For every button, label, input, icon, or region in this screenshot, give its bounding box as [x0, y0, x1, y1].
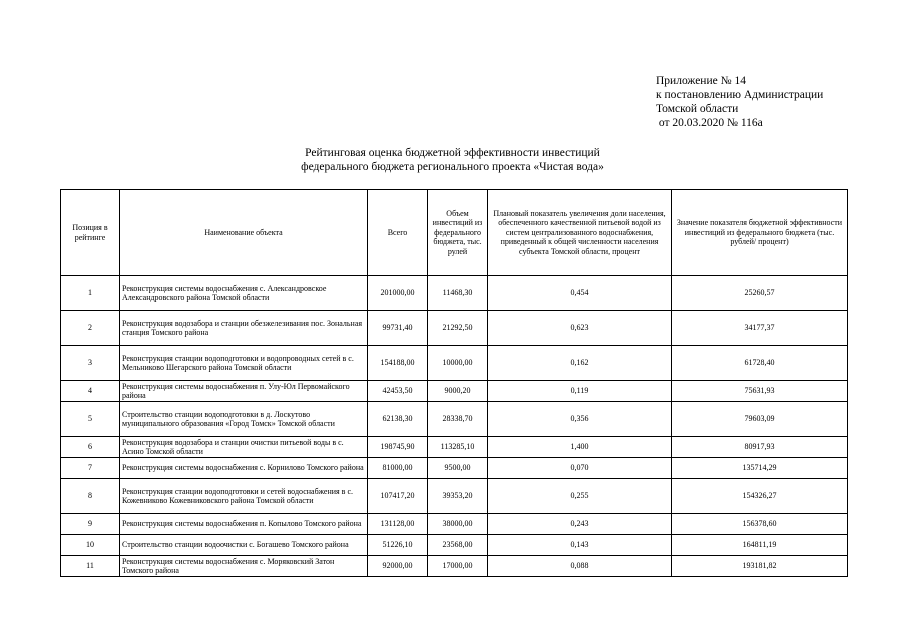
cell-federal: 17000,00 [428, 556, 488, 577]
cell-efficiency: 156378,60 [672, 514, 848, 535]
cell-indicator: 0,088 [488, 556, 672, 577]
cell-federal: 113285,10 [428, 437, 488, 458]
table-row [61, 535, 848, 556]
table-row [61, 276, 848, 311]
cell-position: 8 [61, 479, 120, 514]
rating-table [60, 189, 848, 577]
cell-efficiency: 80917,93 [672, 437, 848, 458]
cell-position: 7 [61, 458, 120, 479]
cell-federal: 39353,20 [428, 479, 488, 514]
cell-federal: 11468,30 [428, 276, 488, 311]
table-row [61, 346, 848, 381]
cell-name: Реконструкция системы водоснабжения п. Копылово Томского района [120, 514, 368, 535]
cell-name: Строительство станции водоподготовки в д. Лоскутово муниципального образования «Город Томск» Томской области [120, 402, 368, 437]
cell-indicator: 0,070 [488, 458, 672, 479]
header-total: Всего [368, 190, 428, 276]
table-row [61, 556, 848, 577]
table-row [61, 458, 848, 479]
header-name: Наименование объекта [120, 190, 368, 276]
document-title [0, 146, 905, 174]
cell-efficiency: 75631,93 [672, 381, 848, 402]
table-row [61, 514, 848, 535]
header-position: Позиция в рейтинге [61, 190, 120, 276]
cell-federal: 28338,70 [428, 402, 488, 437]
cell-indicator: 0,454 [488, 276, 672, 311]
appendix-block [656, 74, 823, 130]
cell-efficiency: 164811,19 [672, 535, 848, 556]
cell-indicator: 0,119 [488, 381, 672, 402]
cell-indicator: 0,243 [488, 514, 672, 535]
cell-name: Строительство станции водоочистки с. Богашево Томского района [120, 535, 368, 556]
cell-indicator: 0,356 [488, 402, 672, 437]
header-efficiency: Значение показателя бюджетной эффективности инвестиций из федерального бюджета (тыс. рублей/ процент) [672, 190, 848, 276]
cell-total: 51226,10 [368, 535, 428, 556]
cell-efficiency: 61728,40 [672, 346, 848, 381]
table-row [61, 381, 848, 402]
header-indicator: Плановый показатель увеличения доли населения, обеспеченного качественной питьевой водой из систем централизованного водоснабжения, приведенный к общей численности населения субъекта Томской области, процент [488, 190, 672, 276]
cell-position: 5 [61, 402, 120, 437]
cell-total: 62138,30 [368, 402, 428, 437]
cell-position: 10 [61, 535, 120, 556]
cell-total: 198745,90 [368, 437, 428, 458]
cell-efficiency: 193181,82 [672, 556, 848, 577]
table-header-row [61, 190, 848, 276]
cell-position: 9 [61, 514, 120, 535]
cell-efficiency: 25260,57 [672, 276, 848, 311]
appendix-line: Приложение № 14 [656, 75, 746, 87]
cell-federal: 9000,20 [428, 381, 488, 402]
cell-indicator: 0,623 [488, 311, 672, 346]
cell-federal: 38000,00 [428, 514, 488, 535]
table-row [61, 311, 848, 346]
cell-name: Реконструкция системы водоснабжения с. Моряковский Затон Томского района [120, 556, 368, 577]
table-row [61, 479, 848, 514]
cell-position: 11 [61, 556, 120, 577]
table-row [61, 437, 848, 458]
header-federal: Объем инвестиций из федерального бюджета, тыс. рулей [428, 190, 488, 276]
cell-indicator: 0,255 [488, 479, 672, 514]
cell-position: 4 [61, 381, 120, 402]
title-line: Рейтинговая оценка бюджетной эффективности инвестиций [305, 147, 600, 159]
cell-total: 92000,00 [368, 556, 428, 577]
cell-name: Реконструкция водозабора и станции обезжелезивания пос. Зональная станция Томского района [120, 311, 368, 346]
cell-indicator: 0,143 [488, 535, 672, 556]
cell-indicator: 1,400 [488, 437, 672, 458]
cell-position: 1 [61, 276, 120, 311]
cell-federal: 10000,00 [428, 346, 488, 381]
cell-total: 81000,00 [368, 458, 428, 479]
cell-total: 99731,40 [368, 311, 428, 346]
table-row [61, 402, 848, 437]
cell-name: Реконструкция станции водоподготовки и водопроводных сетей в с. Мельниково Шегарского района Томской области [120, 346, 368, 381]
cell-efficiency: 34177,37 [672, 311, 848, 346]
cell-total: 131128,00 [368, 514, 428, 535]
cell-name: Реконструкция системы водоснабжения п. Улу-Юл Первомайского района [120, 381, 368, 402]
cell-name: Реконструкция водозабора и станции очистки питьевой воды в с. Асино Томской области [120, 437, 368, 458]
appendix-line: от 20.03.2020 № 116а [656, 117, 763, 129]
appendix-line: к постановлению Администрации [656, 89, 824, 101]
cell-name: Реконструкция системы водоснабжения с. Александровское Александровского района Томской области [120, 276, 368, 311]
cell-name: Реконструкция станции водоподготовки и сетей водоснабжения в с. Кожевниково Кожевниковского района Томской области [120, 479, 368, 514]
cell-position: 3 [61, 346, 120, 381]
cell-total: 154188,00 [368, 346, 428, 381]
cell-total: 107417,20 [368, 479, 428, 514]
cell-total: 201000,00 [368, 276, 428, 311]
cell-indicator: 0,162 [488, 346, 672, 381]
cell-federal: 21292,50 [428, 311, 488, 346]
appendix-line: Томской области [656, 103, 739, 115]
cell-efficiency: 79603,09 [672, 402, 848, 437]
title-line: федерального бюджета регионального проекта «Чистая вода» [301, 161, 604, 173]
cell-efficiency: 135714,29 [672, 458, 848, 479]
cell-efficiency: 154326,27 [672, 479, 848, 514]
cell-total: 42453,50 [368, 381, 428, 402]
cell-position: 6 [61, 437, 120, 458]
cell-position: 2 [61, 311, 120, 346]
cell-name: Реконструкция системы водоснабжения с. Корнилово Томского района [120, 458, 368, 479]
cell-federal: 9500,00 [428, 458, 488, 479]
cell-federal: 23568,00 [428, 535, 488, 556]
